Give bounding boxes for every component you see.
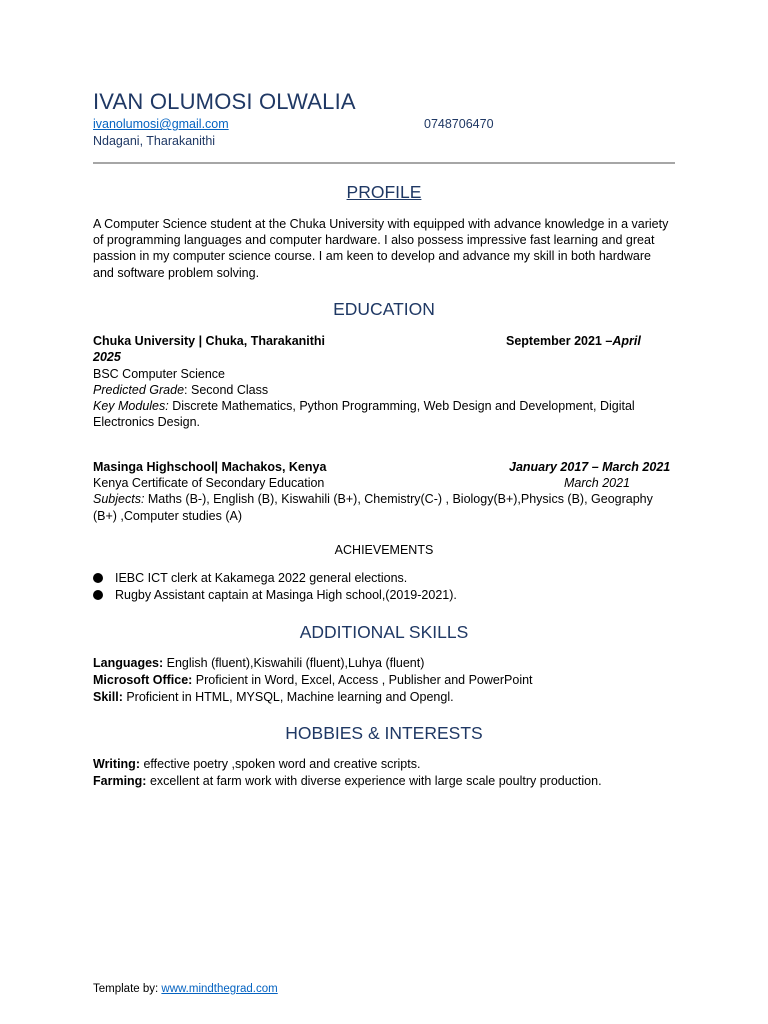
- highschool-dates: [509, 460, 670, 474]
- header-divider: [93, 162, 675, 164]
- skill-general-label: Skill:: [93, 690, 123, 704]
- skill-office: [93, 673, 533, 687]
- highschool-subjects-line1: Maths (B-), English (B), Kiswahili (B+), Chemistry(C-) , Biology(B+),Physics (B), Geography: [144, 492, 653, 506]
- highschool-institution: [93, 460, 326, 474]
- achievement-item: [93, 571, 407, 585]
- template-credit-link[interactable]: www.mindthegrad.com: [161, 983, 278, 995]
- education-heading: EDUCATION: [333, 299, 435, 319]
- hobby-writing-label: Writing:: [93, 757, 140, 771]
- candidate-name: IVAN OLUMOSI OLWALIA: [93, 89, 356, 114]
- university-dates-end-1: April: [612, 334, 641, 348]
- hobby-farming-label: Farming:: [93, 774, 147, 788]
- address: Ndagani, Tharakanithi: [93, 134, 216, 148]
- university-modules-label: Key Modules:: [93, 399, 169, 413]
- hobby-writing-value: effective poetry ,spoken word and creative scripts.: [139, 757, 421, 771]
- university-dates-continued: [93, 350, 121, 364]
- university-modules-line1: Discrete Mathematics, Python Programming, Web Design and Development, Digital: [168, 399, 635, 413]
- university-modules-line2: Electronics Design.: [93, 415, 200, 429]
- hobbies-heading: HOBBIES & INTERESTS: [285, 723, 483, 743]
- highschool-institution-text: Masinga Highschool| Machakos, Kenya: [93, 460, 327, 474]
- highschool-cert-date: [564, 476, 630, 490]
- highschool-certificate: Kenya Certificate of Secondary Education: [93, 476, 325, 490]
- university-grade-value: : Second Class: [184, 383, 269, 397]
- achievement-text: Rugby Assistant captain at Masinga High school,(2019-2021).: [115, 588, 457, 602]
- university-grade: [93, 383, 268, 397]
- bullet-icon: [93, 573, 103, 583]
- skill-office-label: Microsoft Office:: [93, 673, 193, 687]
- university-dates-start: September 2021 –: [506, 334, 613, 348]
- skill-languages: [93, 656, 424, 670]
- skill-office-value: Proficient in Word, Excel, Access , Publisher and PowerPoint: [192, 673, 533, 687]
- profile-text: A Computer Science student at the Chuka University with equipped with advance knowledge in a variety of programming languages and computer hardware. I also possess impressive fast learning and great passion in my computer science course. I am keen to develop and advance my skill in both hardware and software problem solving.: [93, 217, 669, 280]
- skills-heading: ADDITIONAL SKILLS: [299, 622, 469, 642]
- university-modules: [93, 399, 635, 413]
- hobby-farming-value: excellent at farm work with diverse experience with large scale poultry production.: [146, 774, 602, 788]
- university-institution-text: Chuka University | Chuka, Tharakanithi: [93, 334, 326, 348]
- highschool-subjects-label: Subjects:: [93, 492, 145, 506]
- skill-general-value: Proficient in HTML, MYSQL, Machine learning and Opengl.: [122, 690, 454, 704]
- hobby-farming: [93, 774, 602, 788]
- university-dates-end-2: 2025: [93, 350, 121, 364]
- university-dates: [506, 334, 641, 348]
- email-link[interactable]: ivanolumosi@gmail.com: [93, 117, 229, 131]
- highschool-dates-text: January 2017 – March 2021: [509, 460, 671, 474]
- bullet-icon: [93, 590, 103, 600]
- profile-heading: [93, 182, 675, 203]
- highschool-subjects: [93, 492, 653, 506]
- achievement-item: [93, 588, 457, 602]
- highschool-cert-date-text: March 2021: [564, 476, 631, 490]
- template-credit-prefix: Template by:: [93, 983, 162, 995]
- profile-heading-text: PROFILE: [346, 182, 422, 202]
- hobby-writing: [93, 757, 420, 771]
- university-degree: BSC Computer Science: [93, 367, 226, 381]
- highschool-subjects-line2: (B+) ,Computer studies (A): [93, 509, 243, 523]
- skill-languages-value: English (fluent),Kiswahili (fluent),Luhya (fluent): [163, 656, 425, 670]
- university-grade-label: Predicted Grade: [93, 383, 185, 397]
- template-credit: [93, 983, 278, 995]
- achievements-heading: ACHIEVEMENTS: [334, 543, 434, 557]
- skill-languages-label: Languages:: [93, 656, 164, 670]
- skill-general: [93, 690, 454, 704]
- university-institution: [93, 334, 325, 348]
- phone-number: 0748706470: [424, 117, 494, 131]
- achievement-text: IEBC ICT clerk at Kakamega 2022 general elections.: [115, 571, 408, 585]
